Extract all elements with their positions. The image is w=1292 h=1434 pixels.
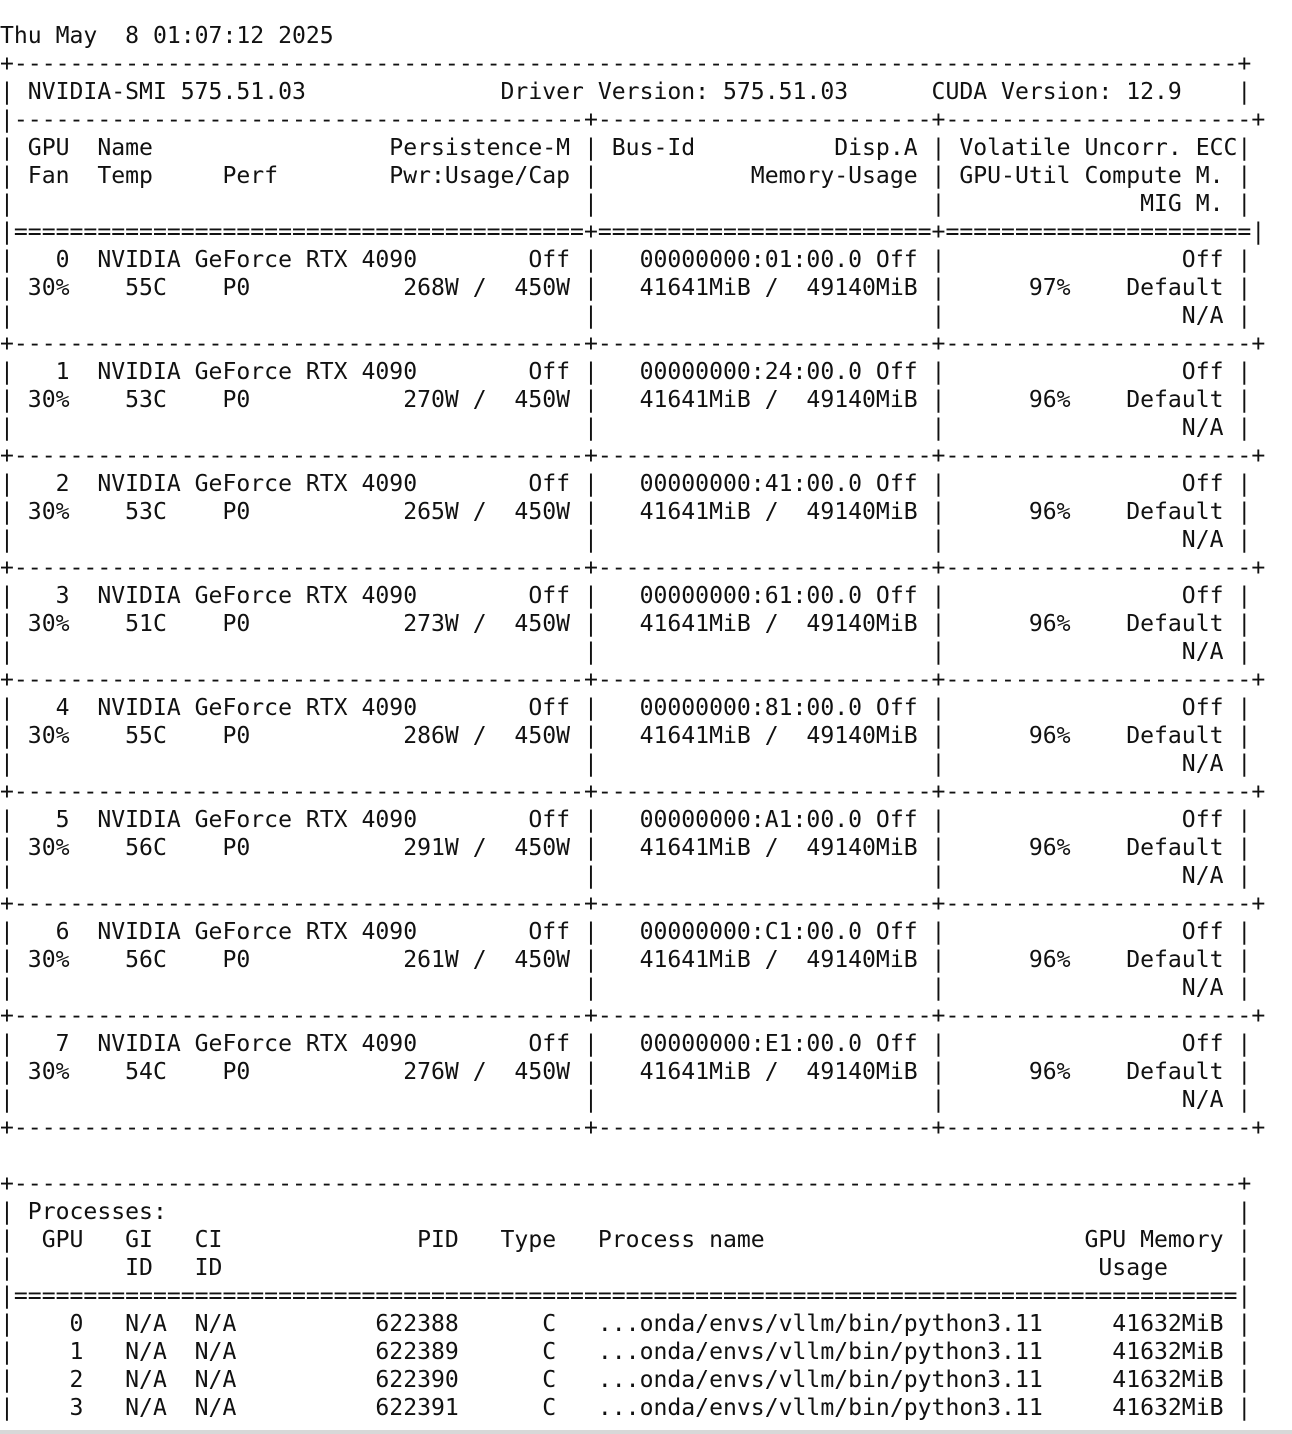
gpu-1-row-1: | 1 NVIDIA GeForce RTX 4090 Off | 00000000:24:00.0 Off | Off | <box>0 359 1252 385</box>
terminal-output <box>0 22 1265 1422</box>
process-row-3: | 3 N/A N/A 622391 C ...onda/envs/vllm/bin/python3.11 41632MiB | <box>0 1395 1252 1421</box>
gpu-7-separator: +-----------------------------------------+------------------------+----------------------+ <box>0 1115 1266 1141</box>
gpu-1-row-3: | | | N/A | <box>0 415 1252 441</box>
gpu-4-row-2: | 30% 55C P0 286W / 450W | 41641MiB / 49140MiB | 96% Default | <box>0 723 1252 749</box>
process-row-1: | 1 N/A N/A 622389 C ...onda/envs/vllm/bin/python3.11 41632MiB | <box>0 1339 1252 1365</box>
gpu-2-row-2: | 30% 53C P0 265W / 450W | 41641MiB / 49140MiB | 96% Default | <box>0 499 1252 525</box>
gpu-0-row-3: | | | N/A | <box>0 303 1252 329</box>
gpu-6-separator: +-----------------------------------------+------------------------+----------------------+ <box>0 1003 1266 1029</box>
gpu-4-separator: +-----------------------------------------+------------------------+----------------------+ <box>0 779 1266 805</box>
process-column-header-1: | GPU GI CI PID Type Process name GPU Memory | <box>0 1227 1252 1253</box>
timestamp: Thu May 8 01:07:12 2025 <box>0 23 334 49</box>
gpu-6-row-1: | 6 NVIDIA GeForce RTX 4090 Off | 00000000:C1:00.0 Off | Off | <box>0 919 1252 945</box>
gpu-3-separator: +-----------------------------------------+------------------------+----------------------+ <box>0 667 1266 693</box>
smi-header: | NVIDIA-SMI 575.51.03 Driver Version: 575.51.03 CUDA Version: 12.9 | <box>0 79 1252 105</box>
gpu-3-row-1: | 3 NVIDIA GeForce RTX 4090 Off | 00000000:61:00.0 Off | Off | <box>0 583 1252 609</box>
gpu-column-header-2: | Fan Temp Perf Pwr:Usage/Cap | Memory-Usage | GPU-Util Compute M. | <box>0 163 1252 189</box>
gpu-6-row-3: | | | N/A | <box>0 975 1252 1001</box>
gpu-1-separator: +-----------------------------------------+------------------------+----------------------+ <box>0 443 1266 469</box>
gpu-column-header-3: | | | MIG M. | <box>0 191 1252 217</box>
gpu-2-row-3: | | | N/A | <box>0 527 1252 553</box>
gpu-5-row-1: | 5 NVIDIA GeForce RTX 4090 Off | 00000000:A1:00.0 Off | Off | <box>0 807 1252 833</box>
gpu-7-row-2: | 30% 54C P0 276W / 450W | 41641MiB / 49140MiB | 96% Default | <box>0 1059 1252 1085</box>
header-divider: |-----------------------------------------+------------------------+----------------------+ <box>0 107 1266 133</box>
gpu-3-row-3: | | | N/A | <box>0 639 1252 665</box>
gpu-6-row-2: | 30% 56C P0 261W / 450W | 41641MiB / 49140MiB | 96% Default | <box>0 947 1252 973</box>
table-top-border: +----------------------------------------------------------------------------------------+ <box>0 51 1252 77</box>
gpu-7-row-1: | 7 NVIDIA GeForce RTX 4090 Off | 00000000:E1:00.0 Off | Off | <box>0 1031 1252 1057</box>
process-column-header-2: | ID ID Usage | <box>0 1255 1252 1281</box>
gpu-3-row-2: | 30% 51C P0 273W / 450W | 41641MiB / 49140MiB | 96% Default | <box>0 611 1252 637</box>
gpu-header-separator: |=========================================+========================+======================| <box>0 219 1266 245</box>
gpu-column-header-1: | GPU Name Persistence-M | Bus-Id Disp.A | Volatile Uncorr. ECC| <box>0 135 1252 161</box>
gpu-4-row-3: | | | N/A | <box>0 751 1252 777</box>
gpu-0-row-2: | 30% 55C P0 268W / 450W | 41641MiB / 49140MiB | 97% Default | <box>0 275 1252 301</box>
gpu-5-row-3: | | | N/A | <box>0 863 1252 889</box>
gpu-4-row-1: | 4 NVIDIA GeForce RTX 4090 Off | 00000000:81:00.0 Off | Off | <box>0 695 1252 721</box>
gpu-5-row-2: | 30% 56C P0 291W / 450W | 41641MiB / 49140MiB | 96% Default | <box>0 835 1252 861</box>
window-bottom-edge <box>0 1430 1292 1434</box>
blank-line <box>0 1142 1265 1170</box>
gpu-0-separator: +-----------------------------------------+------------------------+----------------------+ <box>0 331 1266 357</box>
process-header-separator: |========================================================================================| <box>0 1283 1252 1309</box>
gpu-0-row-1: | 0 NVIDIA GeForce RTX 4090 Off | 00000000:01:00.0 Off | Off | <box>0 247 1252 273</box>
gpu-2-separator: +-----------------------------------------+------------------------+----------------------+ <box>0 555 1266 581</box>
process-row-2: | 2 N/A N/A 622390 C ...onda/envs/vllm/bin/python3.11 41632MiB | <box>0 1367 1252 1393</box>
gpu-5-separator: +-----------------------------------------+------------------------+----------------------+ <box>0 891 1266 917</box>
process-row-0: | 0 N/A N/A 622388 C ...onda/envs/vllm/bin/python3.11 41632MiB | <box>0 1311 1252 1337</box>
gpu-1-row-2: | 30% 53C P0 270W / 450W | 41641MiB / 49140MiB | 96% Default | <box>0 387 1252 413</box>
gpu-7-row-3: | | | N/A | <box>0 1087 1252 1113</box>
gpu-2-row-1: | 2 NVIDIA GeForce RTX 4090 Off | 00000000:41:00.0 Off | Off | <box>0 471 1252 497</box>
processes-top-border: +----------------------------------------------------------------------------------------+ <box>0 1171 1252 1197</box>
processes-title: | Processes: | <box>0 1199 1252 1225</box>
